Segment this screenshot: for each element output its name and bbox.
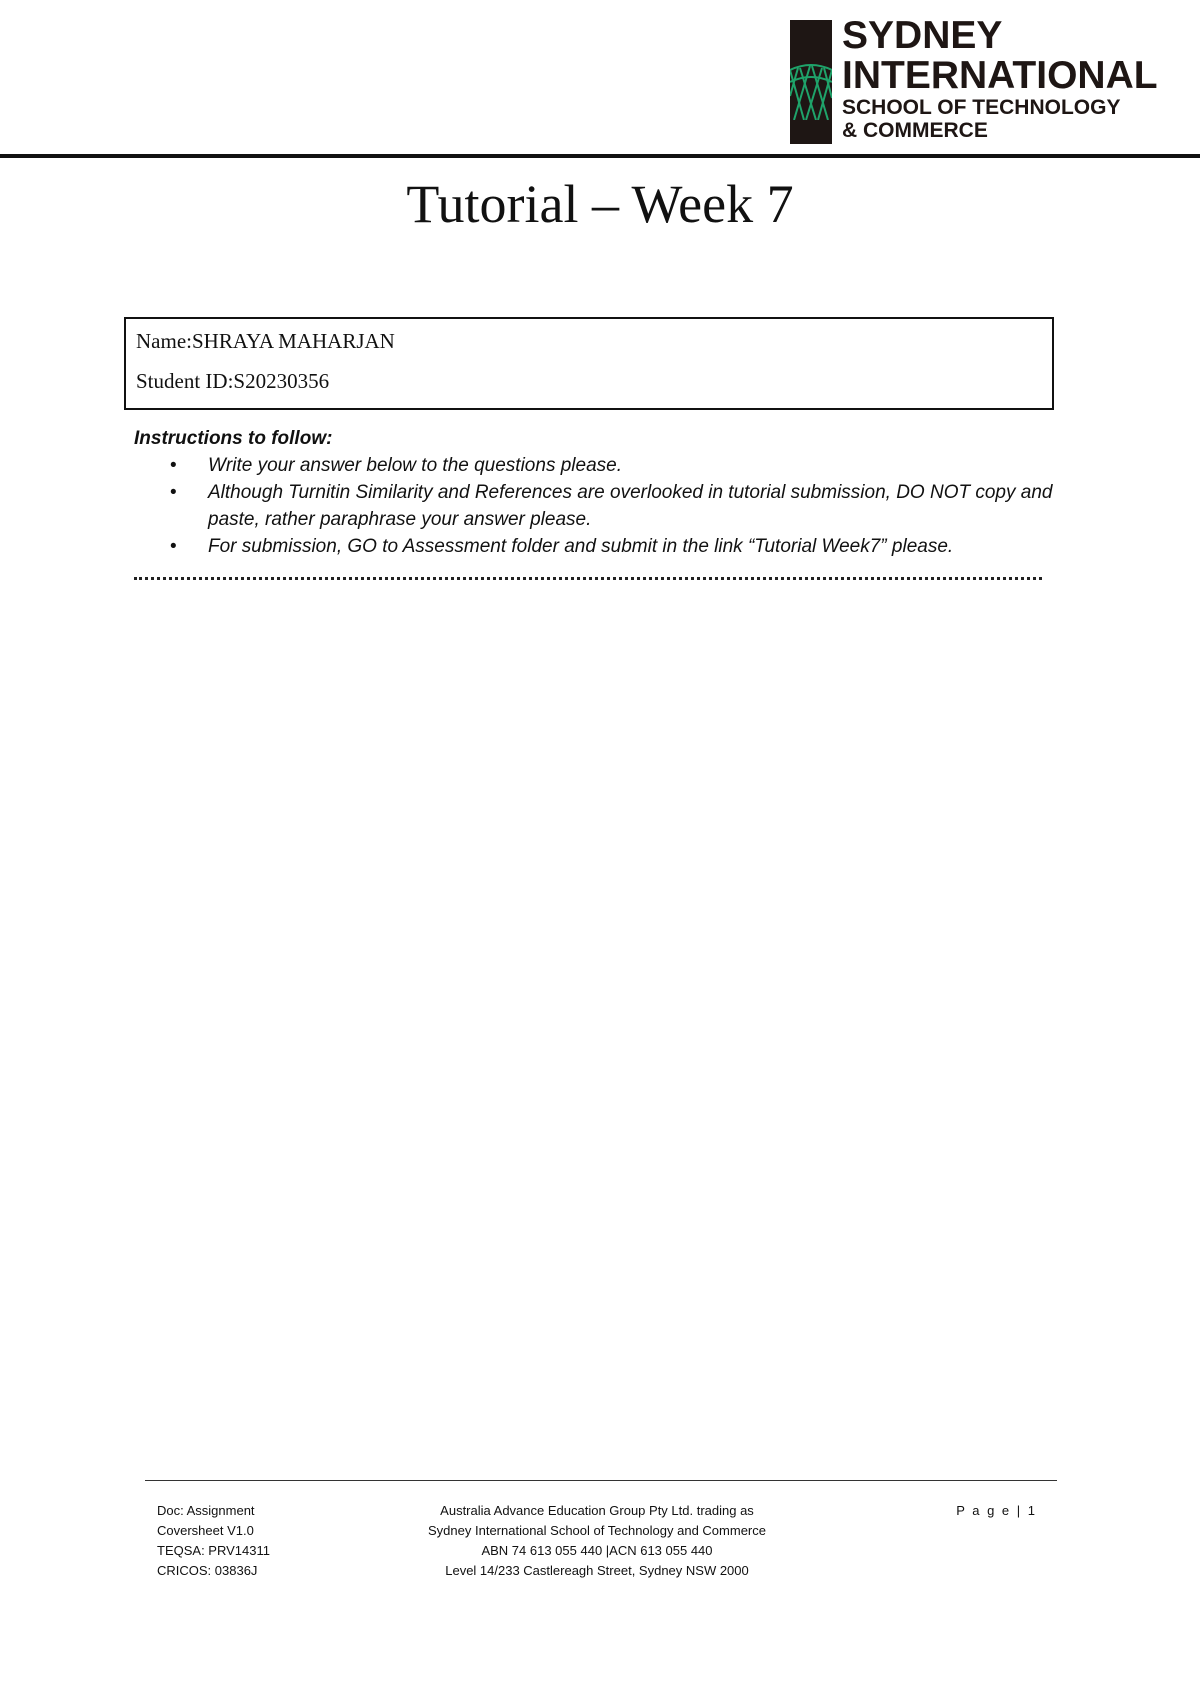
footer-doc-line: TEQSA: PRV14311 bbox=[157, 1543, 270, 1558]
logo-line-international: INTERNATIONAL bbox=[842, 54, 1158, 97]
list-item bbox=[134, 452, 1074, 479]
footer-doc-line: Doc: Assignment bbox=[157, 1503, 255, 1518]
student-id: Student ID:S20230356 bbox=[136, 369, 330, 393]
footer-company-line: Sydney International School of Technology and Commerce bbox=[428, 1523, 766, 1538]
list-item bbox=[134, 479, 1074, 533]
instructions-list bbox=[134, 452, 1074, 560]
logo-line-sydney: SYDNEY bbox=[842, 14, 1003, 57]
student-name: Name:SHRAYA MAHARJAN bbox=[136, 329, 395, 353]
logo-line-commerce: & COMMERCE bbox=[842, 119, 988, 142]
logo-wordmark bbox=[842, 16, 1158, 142]
bridge-logo-icon bbox=[790, 60, 832, 120]
instruction-text: Write your answer below to the questions please. bbox=[208, 455, 622, 476]
logo-line-school: SCHOOL OF TECHNOLOGY bbox=[842, 96, 1121, 119]
bullet-icon: • bbox=[170, 536, 177, 557]
page-number: P a g e | 1 bbox=[956, 1503, 1037, 1518]
instruction-text: For submission, GO to Assessment folder and submit in the link “Tutorial Week7” please. bbox=[208, 536, 954, 557]
footer-company-line: Australia Advance Education Group Pty Ltd. trading as bbox=[440, 1503, 754, 1518]
footer-doc-info bbox=[157, 1501, 377, 1581]
list-item bbox=[134, 533, 1074, 560]
footer-company-info bbox=[387, 1501, 807, 1581]
page-title: Tutorial – Week 7 bbox=[406, 174, 794, 234]
footer-doc-line: CRICOS: 03836J bbox=[157, 1563, 258, 1578]
school-logo bbox=[790, 14, 1160, 145]
bullet-icon: • bbox=[170, 455, 177, 476]
student-info-box bbox=[124, 317, 1054, 410]
instructions-section bbox=[134, 425, 1074, 560]
dotted-divider bbox=[134, 577, 1042, 580]
footer-company-line: Level 14/233 Castlereagh Street, Sydney NSW 2000 bbox=[445, 1563, 749, 1578]
header-divider bbox=[0, 154, 1200, 158]
footer-company-line: ABN 74 613 055 440 |ACN 613 055 440 bbox=[481, 1543, 713, 1558]
bullet-icon: • bbox=[170, 482, 177, 503]
logo-bar bbox=[790, 20, 832, 144]
instruction-text: Although Turnitin Similarity and References are overlooked in tutorial submission, DO NOT copy and paste, rather paraphrase your answer please. bbox=[208, 482, 1053, 530]
instructions-heading: Instructions to follow: bbox=[134, 428, 333, 449]
footer-doc-line: Coversheet V1.0 bbox=[157, 1523, 254, 1538]
footer-divider bbox=[145, 1480, 1057, 1481]
